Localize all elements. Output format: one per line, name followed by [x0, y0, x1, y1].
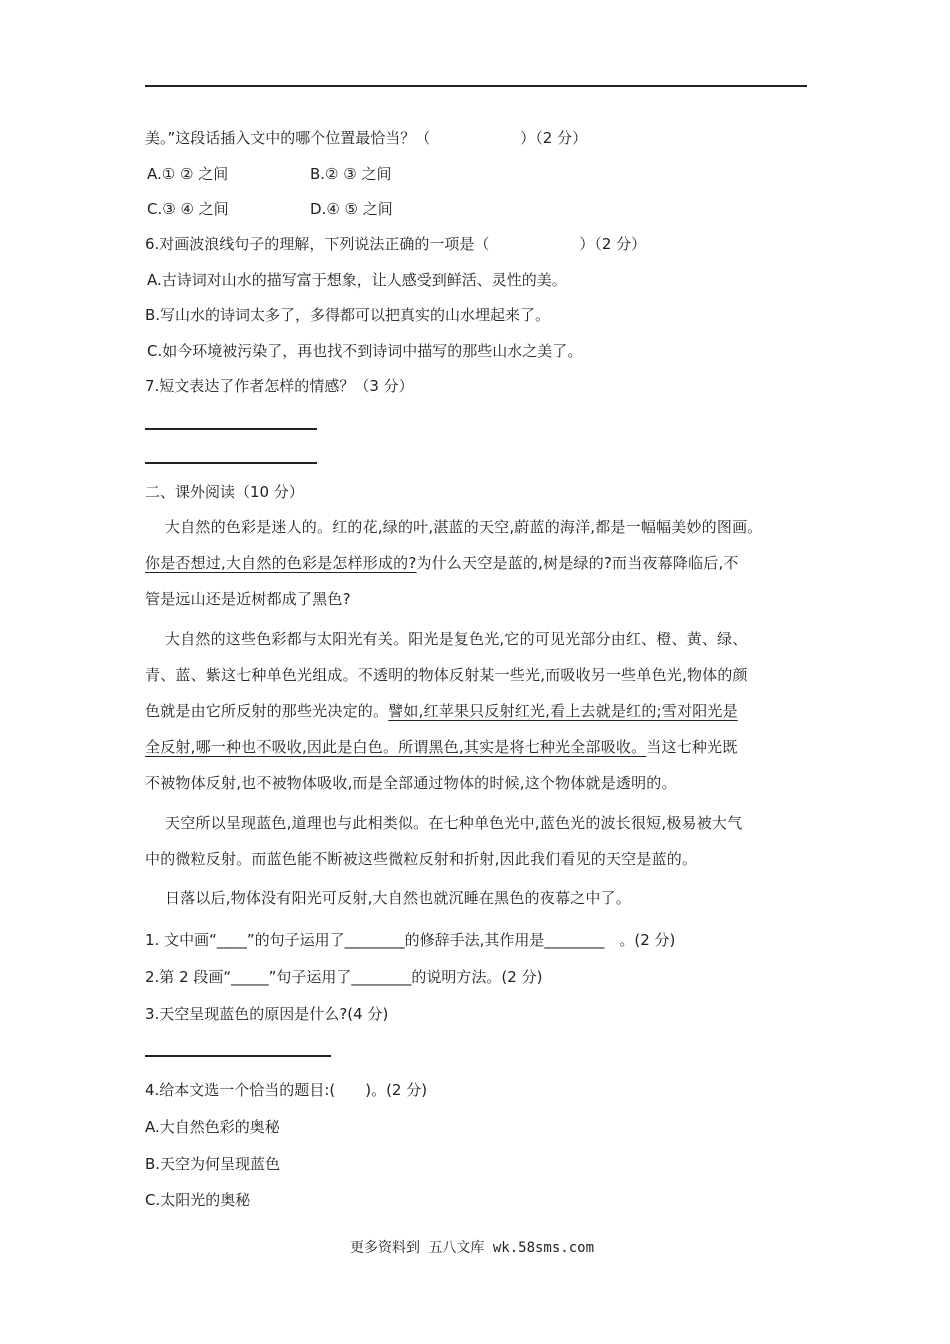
top-answer-line	[145, 85, 807, 87]
p2-line-4-rest: 当这七种光既	[646, 738, 738, 756]
p1-line-2	[145, 545, 810, 581]
q5-option-d: D.④ ⑤ 之间	[310, 200, 393, 218]
p2-line-5: 不被物体反射,也不被物体吸收,而是全部通过物体的时候,这个物体就是透明的。	[145, 774, 677, 792]
footer-text: 更多资料到 五八文库 wk.58sms.com	[350, 1240, 595, 1256]
paragraph-2	[145, 621, 810, 801]
p1-line-3: 管是远山还是近树都成了黑色?	[145, 590, 351, 608]
reading-q2: 2.第 2 段画“_____”句子运用了________的说明方法。(2 分)	[145, 968, 543, 986]
q7-answer-line-2	[145, 462, 317, 464]
q6-option-b: B.写山水的诗词太多了，多得都可以把真实的山水埋起来了。	[145, 306, 551, 324]
underlined-sentence-1: 你是否想过,大自然的色彩是怎样形成的?	[145, 554, 417, 572]
paragraph-1	[145, 509, 810, 617]
q5-tail-text: 美。”这段话插入文中的哪个位置最恰当？（ ）（2 分）	[145, 129, 588, 147]
reading-q1: 1. 文中画“____”的句子运用了________的修辞手法,其作用是________ 。(2 分)	[145, 931, 676, 949]
p2-line-1: 大自然的这些色彩都与太阳光有关。阳光是复色光,它的可见光部分由红、橙、黄、绿、	[165, 630, 748, 648]
p2-line-3-plain: 色就是由它所反射的那些光决定的。	[145, 702, 389, 720]
q6-question: 6.对画波浪线句子的理解，下列说法正确的一项是（ ）（2 分）	[145, 235, 647, 253]
q3-answer-line	[145, 1055, 331, 1057]
q5-option-c: C.③ ④ 之间	[147, 200, 229, 218]
q5-option-b: B.② ③ 之间	[310, 165, 392, 183]
q7-question: 7.短文表达了作者怎样的情感？（3 分）	[145, 377, 414, 395]
q5-option-a: A.① ② 之间	[147, 165, 229, 183]
p2-line-4	[145, 729, 810, 765]
paragraph-4	[145, 880, 810, 916]
q4-option-b: B.天空为何呈现蓝色	[145, 1155, 281, 1173]
q7-answer-line-1	[145, 428, 317, 430]
section-heading: 二、课外阅读（10 分）	[145, 483, 304, 501]
p4-line-1: 日落以后,物体没有阳光可反射,大自然也就沉睡在黑色的夜幕之中了。	[165, 889, 631, 907]
underlined-sentence-2b: 全反射,哪一种也不吸收,因此是白色。所谓黑色,其实是将七种光全部吸收。	[145, 738, 647, 756]
p3-line-2: 中的微粒反射。而蓝色能不断被这些微粒反射和折射,因此我们看见的天空是蓝的。	[145, 850, 698, 868]
paragraph-3	[145, 805, 810, 877]
q4-option-c: C.太阳光的奥秘	[145, 1191, 251, 1209]
reading-q3: 3.天空呈现蓝色的原因是什么?(4 分)	[145, 1005, 389, 1023]
q6-option-a: A.古诗词对山水的描写富于想象，让人感受到鲜活、灵性的美。	[147, 271, 567, 289]
p1-line-2-rest: 为什么天空是蓝的,树是绿的?而当夜幕降临后,不	[416, 554, 739, 572]
p2-line-3	[145, 693, 810, 729]
q4-option-a: A.大自然色彩的奥秘	[145, 1118, 280, 1136]
p3-line-1: 天空所以呈现蓝色,道理也与此相类似。在七种单色光中,蓝色光的波长很短,极易被大气	[165, 814, 743, 832]
reading-q4: 4.给本文选一个恰当的题目:( )。(2 分)	[145, 1081, 428, 1099]
p2-line-2: 青、蓝、紫这七种单色光组成。不透明的物体反射某一些光,而吸收另一些单色光,物体的颜	[145, 666, 748, 684]
underlined-sentence-2a: 譬如,红苹果只反射红光,看上去就是红的;雪对阳光是	[388, 702, 738, 720]
q6-option-c: C.如今环境被污染了，再也找不到诗词中描写的那些山水之美了。	[147, 342, 583, 360]
p1-line-1: 大自然的色彩是迷人的。红的花,绿的叶,湛蓝的天空,蔚蓝的海洋,都是一幅幅美妙的图画。	[165, 518, 763, 536]
